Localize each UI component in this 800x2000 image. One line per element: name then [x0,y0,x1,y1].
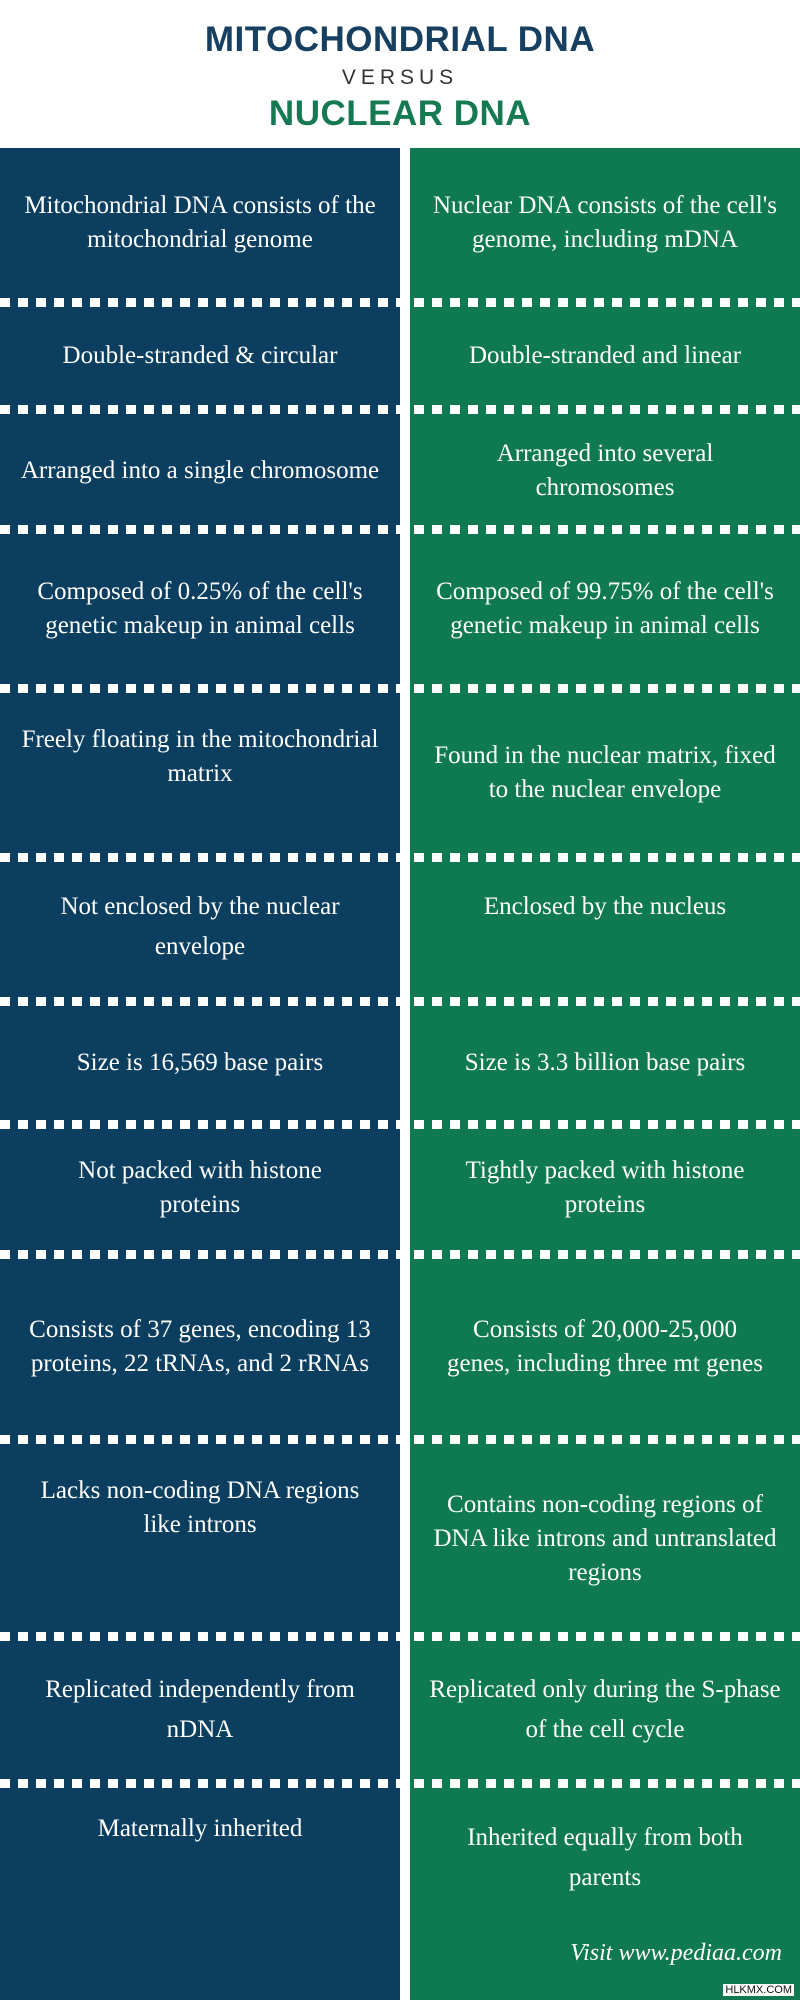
title-nuclear: NUCLEAR DNA [268,94,532,133]
row-8-left: Not packed with histone proteins [78,1157,322,1218]
row-11-right: Replicated only during the S-phase of the cell cycle [429,1676,781,1743]
row-9-left: Consists of 37 genes, encoding 13 proteins, 22 tRNAs, and 2 rRNAs [29,1316,371,1377]
row-9-right: Consists of 20,000-25,000 genes, including three mt genes [447,1316,763,1377]
row-7-right: Size is 3.3 billion base pairs [464,1049,746,1076]
row-separator [0,853,800,862]
row-separator [0,1435,800,1444]
row-10-left: Lacks non-coding DNA regions like introns [40,1477,360,1538]
row-12-right: Inherited equally from both parents [467,1824,743,1891]
row-11-left: Replicated independently from nDNA [45,1676,355,1743]
title-versus: VERSUS [341,66,459,89]
row-3-left: Arranged into a single chromosome [20,457,380,484]
row-5-left: Freely floating in the mitochondrial matrix [21,726,379,787]
row-1-left: Mitochondrial DNA consists of the mitochondrial genome [24,192,376,253]
row-3-right: Arranged into several chromosomes [496,440,714,501]
visit-link[interactable]: Visit www.pediaa.com [570,1940,782,1966]
row-separator [0,684,800,693]
row-separator [0,1632,800,1641]
row-separator [0,405,800,414]
row-10-right: Contains non-coding regions of DNA like introns and untranslated regions [433,1491,777,1586]
row-6-left: Not enclosed by the nuclear envelope [60,893,340,960]
row-8-right: Tightly packed with histone proteins [465,1157,745,1218]
row-12-left: Maternally inherited [97,1815,303,1842]
row-separator [0,1120,800,1129]
row-6-right: Enclosed by the nucleus [483,893,727,920]
row-1-right: Nuclear DNA consists of the cell's genome, including mDNA [432,192,777,253]
row-4-right: Composed of 99.75% of the cell's genetic makeup in animal cells [436,578,774,639]
row-separator [0,1250,800,1259]
header [0,0,800,148]
row-separator [0,525,800,534]
row-4-left: Composed of 0.25% of the cell's genetic makeup in animal cells [37,578,363,639]
row-separator [0,298,800,307]
watermark: HLKMX.COM [725,1984,792,1996]
row-2-right: Double-stranded and linear [468,342,742,369]
row-7-left: Size is 16,569 base pairs [76,1049,324,1076]
row-2-left: Double-stranded & circular [62,342,338,369]
row-5-right: Found in the nuclear matrix, fixed to the nuclear envelope [434,742,776,803]
row-separator [0,997,800,1006]
title-mitochondrial: MITOCHONDRIAL DNA [204,20,596,59]
row-separator [0,1779,800,1788]
